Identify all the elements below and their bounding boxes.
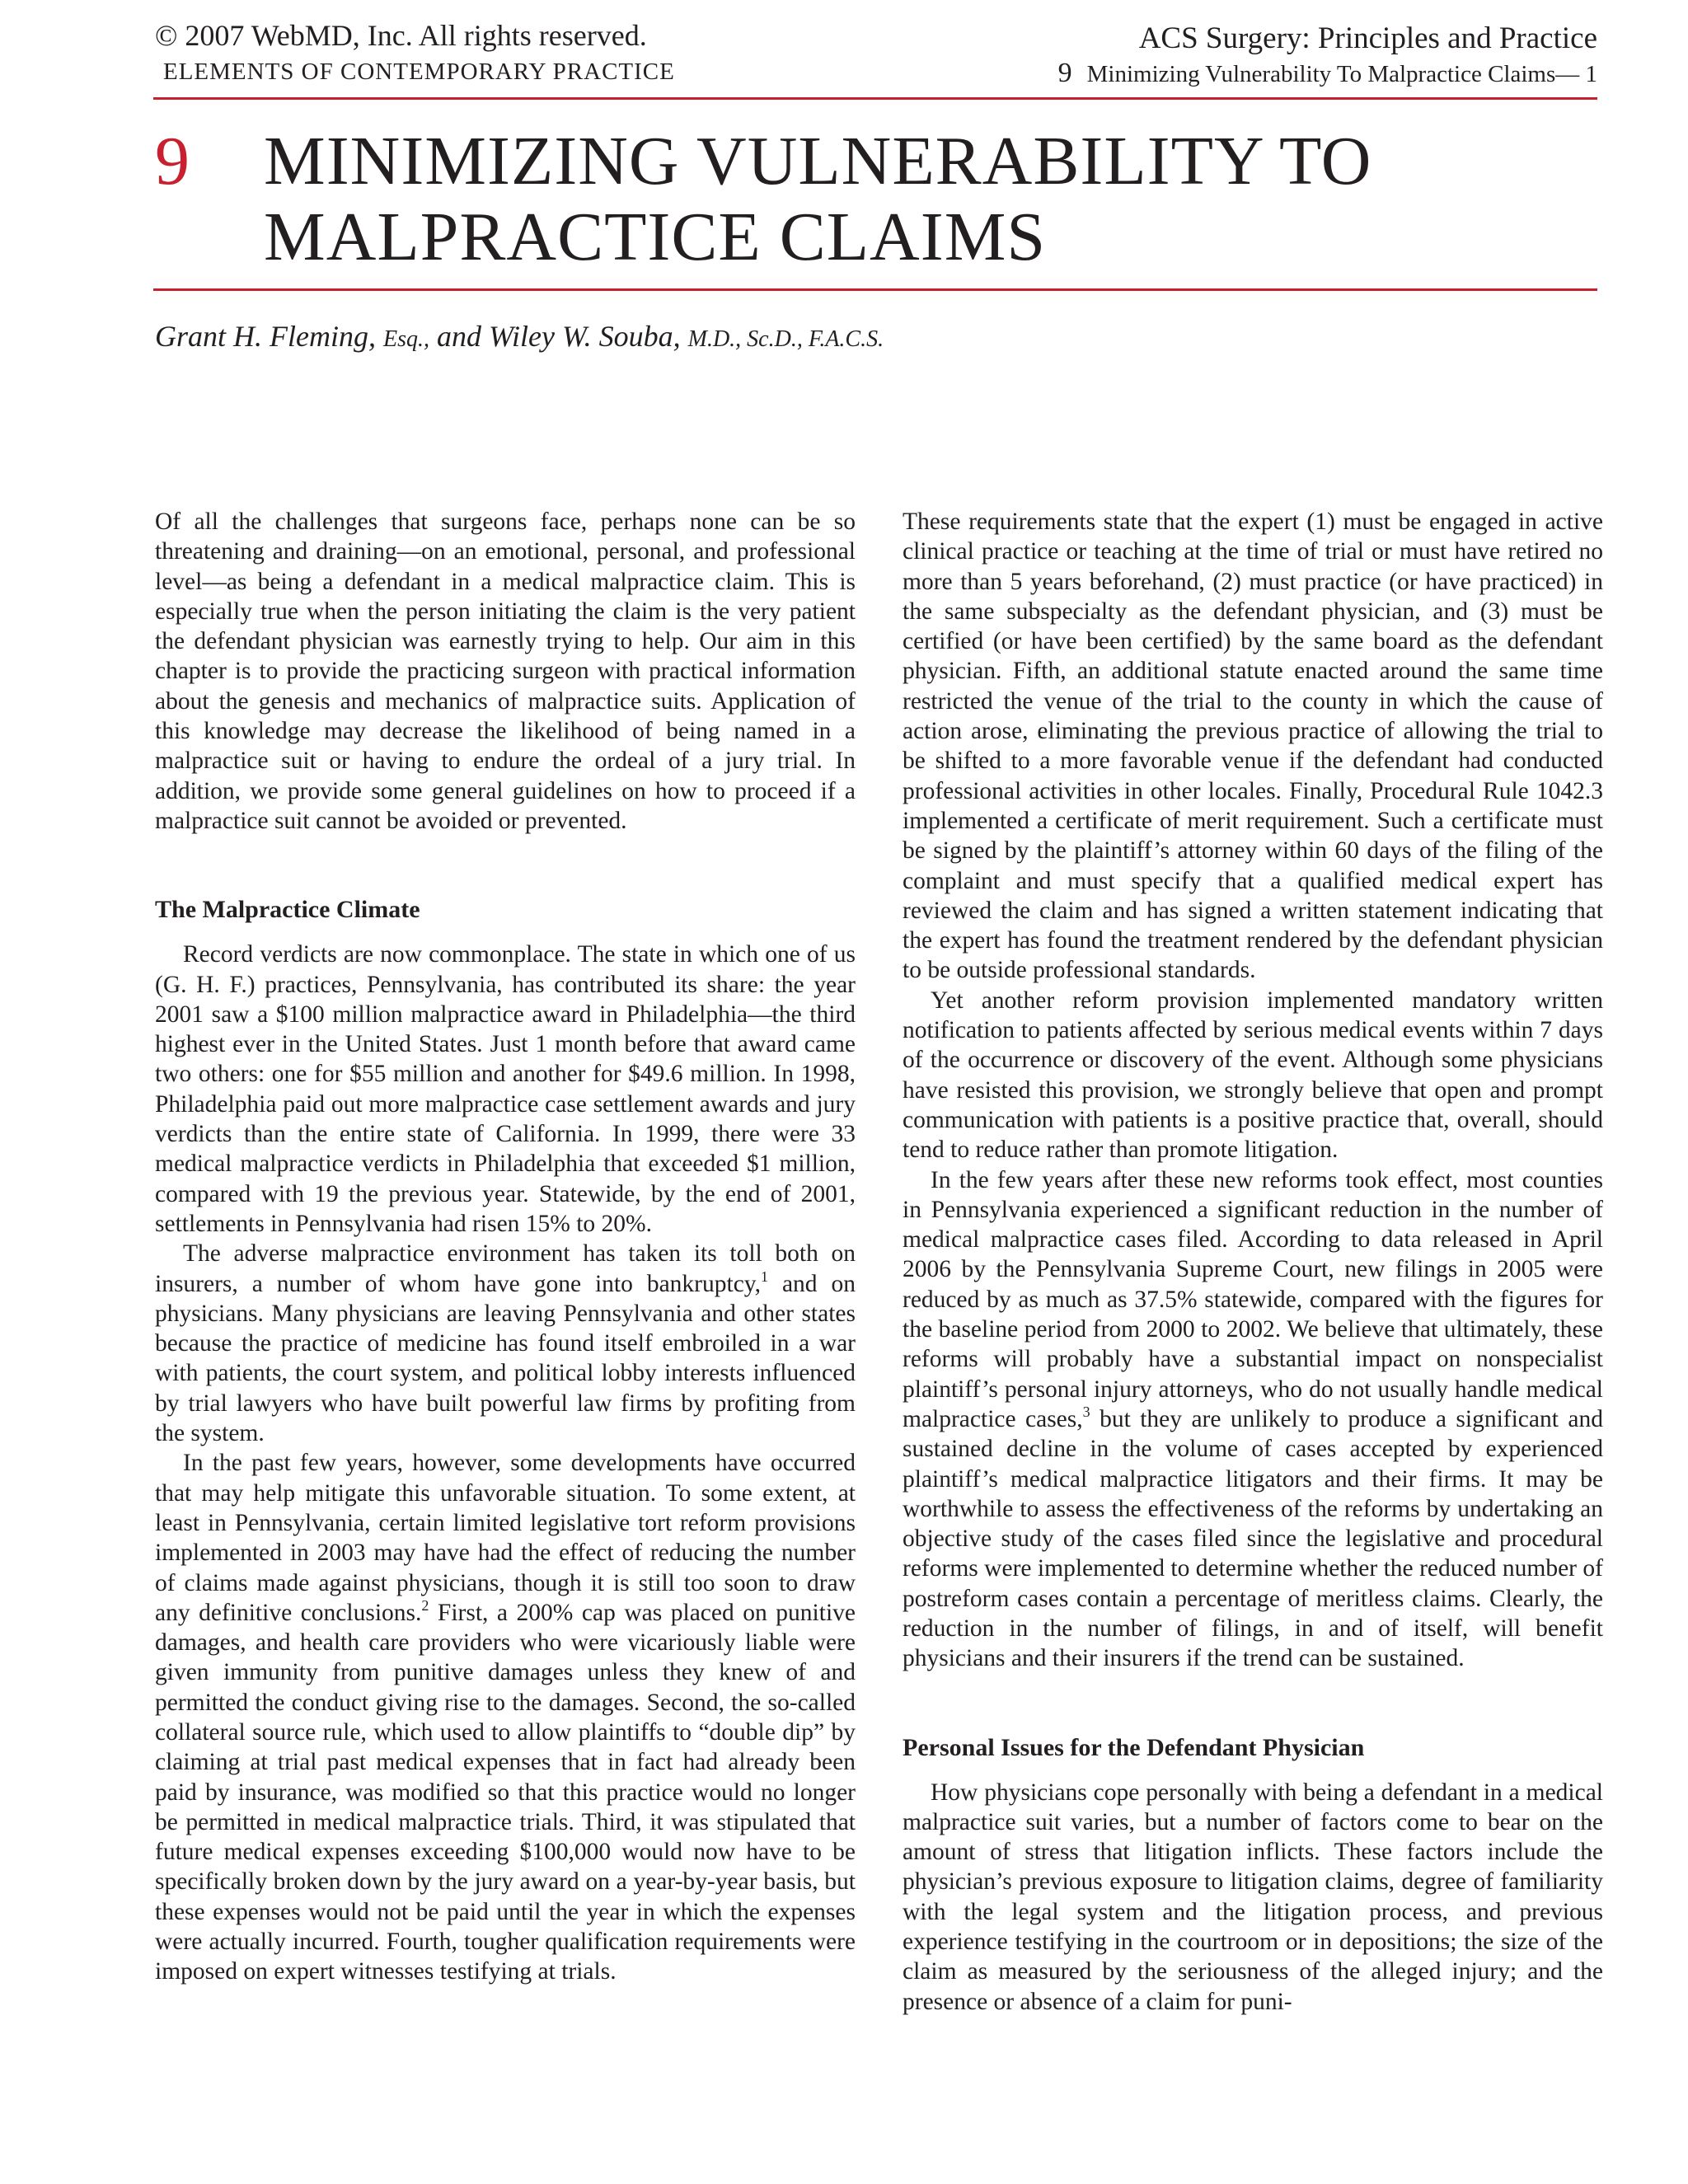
author-1-name: Grant H. Fleming, bbox=[155, 320, 383, 353]
author-2-name: and Wiley W. Souba, bbox=[429, 320, 688, 353]
header-rule bbox=[153, 97, 1597, 100]
body-paragraph: Yet another reform provision implemented mandatory written notification to patients affected by serious medical events within 7 days of the occurrence or discovery of the event. Although some physicians have resisted this provision, we strongly believe that open and prompt communication with patients is a positive practice that, overall, should tend to reduce rather than promote litigation. bbox=[903, 987, 1603, 1164]
body-paragraph: How physicians cope personally with being a defendant in a medical malpractice suit varies, but a number of factors come to bear on the amount of stress that litigation inflicts. These factors include the physician’s previous exposure to litigation claims, degree of familiarity with the legal system and the litigation process, and previous experience testifying in the courtroom or in depositions; the size of the claim as measured by the seriousness of the alleged injury; and the presence or absence of a claim for puni- bbox=[903, 1779, 1603, 2015]
chapter-title-line-1: MINIMIZING VULNERABILITY TO bbox=[264, 123, 1372, 199]
body-paragraph: These requirements state that the expert (1) must be engaged in active clinical practice or teaching at the time of trial or must have retired no more than 5 years beforehand, (2) must practice (or have practiced) in the same subspecialty as the defendant physician, and (3) must be certified (or have been certified) by the same board as the defendant physician. Fifth, an additional statute enacted around the same time restricted the venue of the trial to the county in which the cause of action arose, eliminating the previous practice of allowing the trial to be shifted to a more favorable venue if the defendant had conducted professional activities in other locales. Finally, Procedural Rule 1042.3 implemented a certificate of merit requirement. Such a certificate must be signed by the plaintiff’s attorney within 60 days of the filing of the complaint and must specify that a qualified medical expert has reviewed the claim and has signed a written statement indicating that the expert has found the treatment rendered by the defendant physician to be outside professional standards. bbox=[903, 509, 1603, 984]
author-byline bbox=[155, 318, 884, 358]
author-1-credentials: Esq., bbox=[382, 326, 429, 352]
body-paragraph: Record verdicts are now commonplace. The state in which one of us (G. H. F.) practices, Pennsylvania, has contributed its share: the year 2001 saw a $100 million malpractice award in Philadelphia—the third highest ever in the United States. Just 1 month before that award came two others: one for $55 million and another for $49.6 million. In 1998, Philadelphia paid out more malpractice case settlement awards and jury verdicts than the entire state of California. In 1999, there were 33 medical malpractice verdicts in Philadelphia that exceeded $1 million, compared with 19 the previous year. Statewide, by the end of 2001, settlements in Pennsylvania had risen 15% to 20%. bbox=[155, 941, 856, 1237]
title-rule bbox=[153, 288, 1597, 291]
paragraph-text: First, a 200% cap was placed on punitive damages, and health care providers who were vicariously liable were given immunity from punitive damages unless they knew of and permitted the conduct giving rise to the damages. Second, the so-called collateral source rule, which used to allow plaintiffs to “double dip” by claiming at trial past medical expenses that in fact had already been paid by insurance, was modified so that this practice would no longer be permitted in medical malpractice trials. Third, it was stipulated that future medical expenses exceeding $100,000 would now have to be specifically broken down by the jury award on a year-by-year basis, but these expenses would not be paid until the year in which the expenses were actually incurred. Fourth, tougher qualification requirements were imposed on expert witnesses testifying at trials. bbox=[155, 1599, 856, 1985]
reference-superscript: 1 bbox=[761, 1268, 768, 1285]
section-heading-personal-issues: Personal Issues for the Defendant Physician bbox=[903, 1733, 1365, 1761]
paragraph-text: In the past few years, however, some developments have occurred that may help mitigate this unfavorable situation. To some extent, at least in Pennsylvania, certain limited legislative tort reform provisions implemented in 2003 may have had the effect of reducing the number of claims made against physicians, though it is still too soon to draw any definitive conclusions. bbox=[155, 1450, 856, 1626]
paragraph-text: but they are unlikely to produce a significant and sustained decline in the volume of cases accepted by experienced plaintiff’s medical malpractice litigators and their firms. It may be worthwhile to assess the effectiveness of the reforms by undertaking an objective study of the cases filed since the legislative and procedural reforms were implemented to determine whether the reduced number of postreform cases contain a percentage of meritless claims. Clearly, the reduction in the number of filings, in and of itself, will benefit physicians and their insurers if the trend can be sustained. bbox=[903, 1405, 1603, 1672]
reference-superscript: 2 bbox=[421, 1596, 429, 1614]
paragraph-text: In the few years after these new reforms took effect, most counties in Pennsylvania experienced a significant reduction in the number of medical malpractice cases filed. According to data released in April 2006 by the Pennsylvania Supreme Court, new filings in 2005 were reduced by as much as 37.5% statewide, compared with the figures for the baseline period from 2000 to 2002. We believe that ultimately, these reforms will probably have a substantial impact on nonspecialist plaintiff’s personal injury attorneys, who do not usually handle medical malpractice cases, bbox=[903, 1166, 1603, 1432]
body-paragraph bbox=[903, 1165, 1603, 1674]
book-title: ACS Surgery: Principles and Practice bbox=[1138, 21, 1597, 55]
left-column bbox=[155, 507, 856, 1987]
paragraph-text: The adverse malpractice environment has taken its toll both on insurers, a number of whom have gone into bankruptcy, bbox=[155, 1240, 856, 1297]
author-2-credentials: M.D., Sc.D., F.A.C.S. bbox=[687, 326, 884, 352]
running-head-text: Minimizing Vulnerability To Malpractice Claims— 1 bbox=[1086, 61, 1597, 87]
right-column bbox=[903, 507, 1603, 2017]
chapter-title-line-2: MALPRACTICE CLAIMS bbox=[264, 199, 1047, 275]
body-paragraph bbox=[155, 1239, 856, 1448]
copyright-notice: © 2007 WebMD, Inc. All rights reserved. bbox=[155, 19, 647, 52]
paragraph-text: and on physicians. Many physicians are leaving Pennsylvania and other states because the practice of medicine has found itself embroiled in a war with patients, the court system, and political lobby interests influenced by trial lawyers who have built powerful law firms by profiting from the system. bbox=[155, 1270, 856, 1447]
running-head bbox=[1058, 59, 1597, 88]
body-paragraph bbox=[155, 1448, 856, 1986]
reference-superscript: 3 bbox=[1082, 1403, 1090, 1420]
running-head-chapter-number: 9 bbox=[1057, 58, 1072, 88]
chapter-number: 9 bbox=[155, 123, 190, 199]
section-heading-malpractice-climate: The Malpractice Climate bbox=[155, 896, 420, 924]
chapter-title bbox=[264, 124, 1582, 275]
section-label: ELEMENTS OF CONTEMPORARY PRACTICE bbox=[163, 59, 675, 85]
intro-paragraph: Of all the challenges that surgeons face, perhaps none can be so threatening and draining—on an emotional, personal, and professional level—as being a defendant in a medical malpractice claim. This is especially true when the person initiating the claim is the very patient the defendant physician was earnestly trying to help. Our aim in this chapter is to provide the practicing surgeon with practical information about the genesis and mechanics of malpractice suits. Application of this knowledge may decrease the likelihood of being named in a malpractice suit or having to endure the ordeal of a jury trial. In addition, we provide some general guidelines on how to proceed if a malpractice suit cannot be avoided or prevented. bbox=[155, 509, 856, 834]
